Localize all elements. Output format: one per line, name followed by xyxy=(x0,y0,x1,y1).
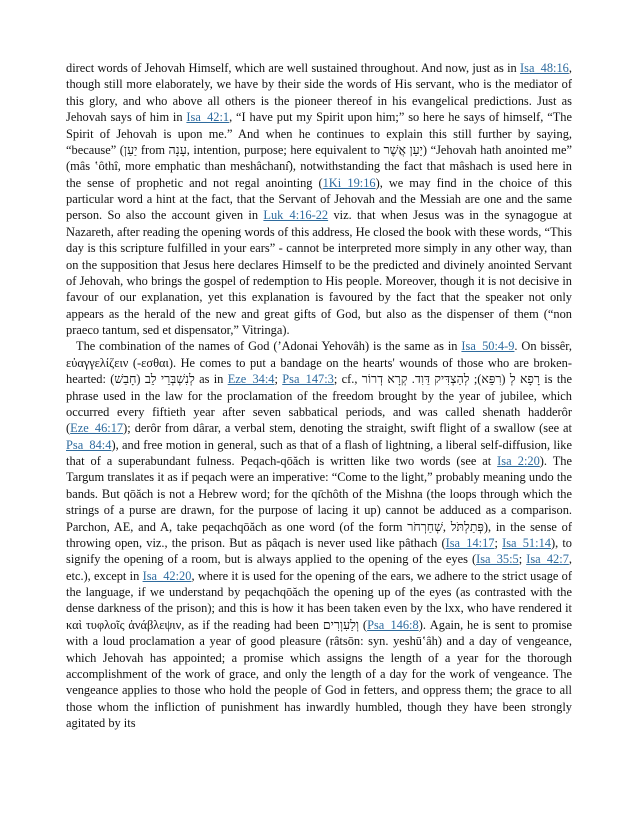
text-segment: direct words of Jehovah Himself, which are well sustained throughout. And now, just as in xyxy=(66,61,521,75)
scripture-link[interactable]: Eze_34:4 xyxy=(227,372,275,387)
text-segment: ; xyxy=(518,552,527,567)
text-segment: , “I have put my Spirit upon him;” so here he says of himself, “The Spirit of Jehovah is upon me.” And when he continues to explain this still further by saying, “because” (יַעַן from עָנָה, intention, purpose; here equivalent to יַעַן אֲשֶׁר) “Jehovah hath anointed me” (mâs ‛ôthî, more emphatic than meshâchanı̂), notwithstanding the fact that mâshach is used here in the sense of prophetic and not regal anointing ( xyxy=(66,110,572,190)
scripture-link[interactable]: Isa_51:14 xyxy=(502,535,551,550)
text-segment: ). The Targum translates it as if peqach were an imperative: “Come to the light,” probably meaning undo the bands. But qōăch is not a Hebrew word; for the qı̄chôth of the Mishna (the loops through which the strings of a purse are drawn, for the purpose of lacing it up) cannot be adduced as a comparison. Parchon, AE, and A, take peqachqōăch as one word (of the form פְּתַלְתֹּל ,שְׁחַרְחֹר), in the sense of throwing open, viz., the prison. But as pâqach is never used like pâthach ( xyxy=(66,454,572,550)
scripture-link[interactable]: Psa_146:8 xyxy=(367,617,419,632)
scripture-link[interactable]: Isa_42:7 xyxy=(526,552,569,567)
text-segment: , etc.), except in xyxy=(66,552,572,583)
text-segment: . On bissêr, εὐαγγελίζειν (-εσθαι). He comes to put a bandage on the hearts' wounds of those who are broken-hearted: לְנִשְׁבְּרֵי לֵב (חָבַשׁ) as in xyxy=(66,339,572,387)
text-segment: , where it is used for the opening of the ears, we adhere to the strict usage of the language, if we understand by peqachqōăch the opening up of the eyes (as contrasted with the dense darkness of the prison); and this is how it has been taken even by the lxx, who have rendered it καὶ τυφλοῖς ἀνάβλεψιν, as if the reading had been וְלַעִוְרִים ( xyxy=(66,568,572,632)
scripture-link[interactable]: Isa_35:5 xyxy=(476,552,519,567)
scripture-link[interactable]: Isa_14:17 xyxy=(445,535,495,550)
text-segment: ; xyxy=(494,535,503,550)
text-segment: ), to signify the opening of a room, but is always applied to the opening of the eyes ( xyxy=(66,535,572,567)
commentary-page xyxy=(66,60,572,731)
scripture-link[interactable]: Isa_50:4-9 xyxy=(461,339,515,354)
text-segment: ), we may find in the choice of this particular word a hint at the fact, that the Servant of Jehovah and the Messiah are one and the same person. So also the account given in xyxy=(66,175,572,223)
text-segment: ), and free motion in general, such as that of a flash of lightning, a liberal self-diffusion, like that of a superabundant fulness. Peqach-qōăch is written like two words (see at xyxy=(66,437,572,468)
paragraph-1 xyxy=(66,60,572,338)
text-segment: ; cf., רָפָא לְ (רִפֵּא); לְהַצְדִּיק דַּוִד. קְרָא דְרוֹר is the phrase used in the law for the proclamation of the freedom brought by the year of jubilee, which occurred every fiftieth year after seven sabbatical periods, and was called shenath hadderôr ( xyxy=(66,372,572,436)
scripture-link[interactable]: Eze_46:17 xyxy=(70,421,124,436)
text-segment: ); derôr from dârar, a verbal stem, denoting the straight, swift flight of a swallow (see at xyxy=(123,421,572,436)
text-segment: ; xyxy=(274,372,283,387)
scripture-link[interactable]: Isa_42:1 xyxy=(186,110,230,125)
scripture-link[interactable]: Isa_2:20 xyxy=(497,454,540,468)
scripture-link[interactable]: Isa_48:16 xyxy=(520,61,569,75)
scripture-link[interactable]: Luk_4:16-22 xyxy=(263,208,329,223)
text-segment: ). Again, he is sent to promise with a loud proclamation a year of good pleasure (râtsōn: syn. yeshū‛âh) and a day of vengeance, which Jehovah has appointed; a promise which assigns the length of a year for the thorough accomplishment of the work of grace, and only the length of a day for the work of vengeance. The vengeance applies to those who hold the people of God in fetters, and oppress them; the grace to all those whom the infliction of punishment has inwardly humbled, though they have been strongly agitated by its xyxy=(66,617,572,730)
scripture-link[interactable]: Psa_147:3 xyxy=(282,372,334,387)
text-segment: The combination of the names of God (’Adonai Yehovâh) is the same as in xyxy=(76,339,462,354)
scripture-link[interactable]: 1Ki_19:16 xyxy=(322,175,376,190)
text-segment: , though still more elaborately, we have by their side the words of His servant, who is the mediator of this glory, and who above all others is the pioneer thereof in his evangelical predictions. Just as Jehovah says of him in xyxy=(66,61,572,125)
paragraph-2 xyxy=(66,338,572,731)
scripture-link[interactable]: Psa_84:4 xyxy=(66,437,112,452)
text-segment: viz. that when Jesus was in the synagogue at Nazareth, after reading the opening words of this address, He closed the book with these words, “This day is this scripture fulfilled in your ears” - cannot be interpreted more simply in any other way, than on the supposition that Jesus here declares Himself to be the predicted and divinely anointed Servant of Jehovah, who brings the gospel of redemption to His people. Moreover, though it is not decisive in favour of our explanation, yet this explanation is favoured by the fact that the speaker not only appears as the herald of the new and great gifts of God, but also as the dispenser of them (“non praeco tantum, sed et dispensator,” Vitringa). xyxy=(66,208,572,337)
scripture-link[interactable]: Isa_42:20 xyxy=(142,568,192,583)
